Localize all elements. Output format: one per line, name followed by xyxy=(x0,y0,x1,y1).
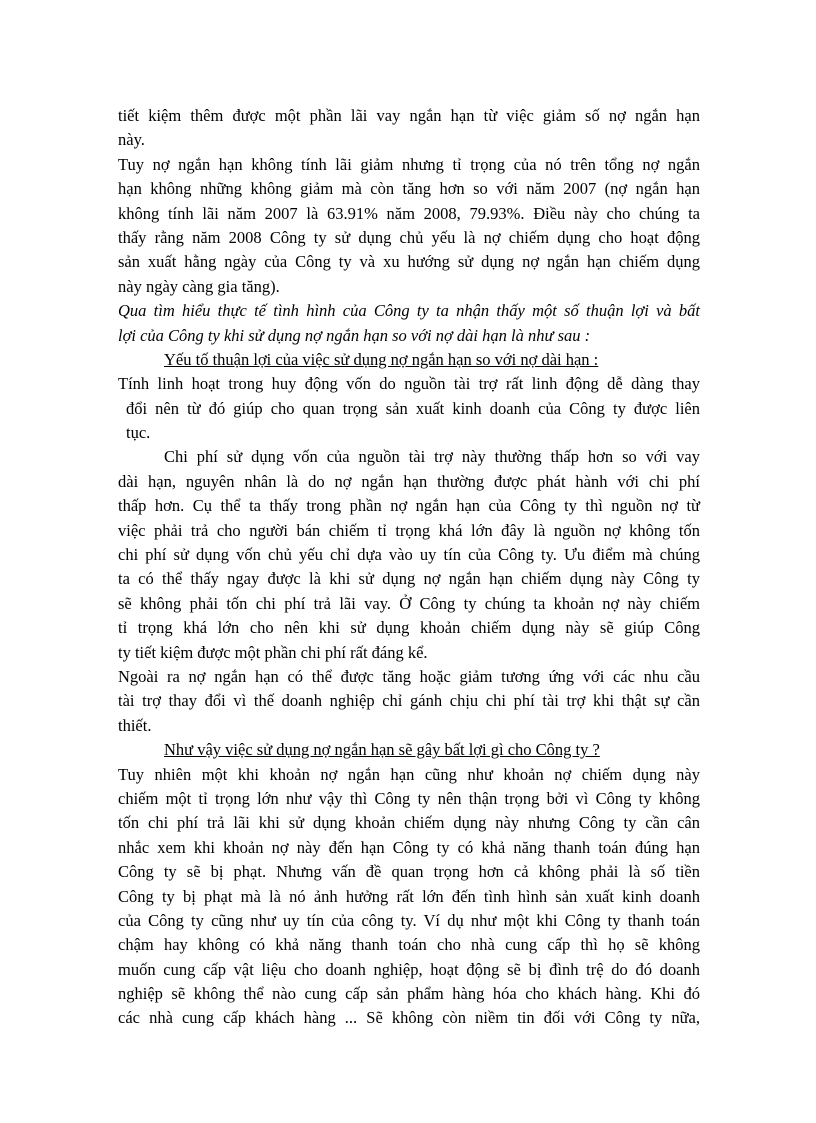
text-line: Tuy nợ ngắn hạn không tính lãi giảm nhưng tỉ trọng của nó trên tổng nợ ngắn xyxy=(118,154,700,174)
text-line: Công ty bị phạt mà là nó ảnh hưởng rất lớn đến tình hình sản xuất kinh doanh xyxy=(118,886,700,906)
text-line: tài trợ thay đổi vì thế doanh nghiệp chỉ gánh chịu chi phí tài trợ khi thật sự cần xyxy=(118,691,700,711)
text-line: này. xyxy=(118,130,145,150)
text-line: chậm hay không có khả năng thanh toán cho nhà cung cấp thì họ sẽ không xyxy=(118,935,700,955)
text-line: đổi nên từ đó giúp cho quan trọng sản xuất kinh doanh của Công ty được liên xyxy=(126,398,700,418)
text-line: tục. xyxy=(126,423,151,443)
text-line: nghiệp sẽ không thể nào cung cấp sản phẩm hàng hóa cho khách hàng. Khi đó xyxy=(118,984,700,1004)
text-line: Tuy nhiên một khi khoản nợ ngắn hạn cũng như khoản nợ chiếm dụng này xyxy=(118,764,700,784)
heading-disadvantages: Như vậy việc sử dụng nợ ngắn hạn sẽ gây bất lợi gì cho Công ty ? xyxy=(164,740,600,760)
text-line: sẽ không phải tốn chi phí trả lãi vay. Ở Công ty chúng ta khoản nợ này chiếm xyxy=(118,593,700,613)
paragraph-loan-interest xyxy=(118,104,700,153)
text-line: sản xuất hằng ngày của Công ty và xu hướng sử dụng nợ ngắn hạn chiếm dụng xyxy=(118,252,700,272)
text-line: ty tiết kiệm được một phần chi phí rất đáng kể. xyxy=(118,642,428,662)
text-line: thiết. xyxy=(118,715,152,735)
text-line: tỉ trọng khá lớn cho nên khi sử dụng khoản chiếm dụng này sẽ giúp Công xyxy=(118,618,700,638)
text-line: việc phải trả cho người bán chiếm tỉ trọng khá lớn đây là nguồn nợ không tốn xyxy=(118,520,700,540)
text-line: thấy rằng năm 2008 Công ty sử dụng chủ yếu là nợ chiếm dụng cho hoạt động xyxy=(118,227,700,247)
text-line: muốn cung cấp vật liệu cho doanh nghiệp, hoạt động sẽ bị đình trệ do đó doanh xyxy=(118,959,700,979)
text-line: Công ty sẽ bị phạt. Nhưng vấn đề quan trọng hơn cả không phải là số tiền xyxy=(118,862,700,882)
text-line: ta có thể thấy ngay được là khi sử dụng nợ ngắn hạn chiếm dụng này Công ty xyxy=(118,569,700,589)
text-line: của Công ty cũng như uy tín của công ty. Ví dụ như một khi Công ty thanh toán xyxy=(118,910,700,930)
text-line: tốn chi phí trả lãi khi sử dụng khoản chiếm dụng này nhưng Công ty cần cân xyxy=(118,813,700,833)
text-line: thấp hơn. Cụ thể ta thấy trong phần nợ ngắn hạn của Công ty thì nguồn nợ từ xyxy=(118,496,700,516)
text-line: Qua tìm hiểu thực tế tình hình của Công ty ta nhận thấy một số thuận lợi và bất xyxy=(118,301,700,321)
text-line: hạn không những không giảm mà còn tăng hơn so với năm 2007 (nợ ngắn hạn xyxy=(118,179,700,199)
text-line: lợi của Công ty khi sử dụng nợ ngắn hạn so với nợ dài hạn là như sau : xyxy=(118,325,591,345)
text-line: Tính linh hoạt trong huy động vốn do nguồn tài trợ rất linh động dễ dàng thay xyxy=(118,374,700,394)
text-line: tiết kiệm thêm được một phần lãi vay ngắn hạn từ việc giảm số nợ ngắn hạn xyxy=(118,106,700,125)
paragraph-disadvantages xyxy=(118,763,700,1031)
text-line: các nhà cung cấp khách hàng ... Sẽ không còn niềm tin đối với Công ty nữa, xyxy=(118,1008,700,1028)
paragraph-flexibility xyxy=(118,372,700,445)
intro-italic-paragraph xyxy=(118,299,700,348)
text-line: này ngày càng gia tăng). xyxy=(118,276,280,296)
document-body xyxy=(118,104,700,1031)
paragraph-non-interest-debt xyxy=(118,153,700,299)
text-line: Ngoài ra nợ ngắn hạn có thể được tăng hoặc giảm tương ứng với các nhu cầu xyxy=(118,666,700,686)
paragraph-capital-cost xyxy=(118,445,700,665)
text-line: Chi phí sử dụng vốn của nguồn tài trợ này thường thấp hơn so với vay xyxy=(164,447,700,467)
text-line: chi phí sử dụng vốn chủ yếu chỉ dựa vào uy tín của Công ty. Ưu điểm mà chúng xyxy=(118,545,700,565)
text-line: dài hạn, nguyên nhân là do nợ ngắn hạn thường được phát hành với chi phí xyxy=(118,471,700,491)
text-line: chiếm một tỉ trọng lớn như vậy thì Công ty nên thận trọng bởi vì Công ty không xyxy=(118,788,700,808)
text-line: không tính lãi năm 2007 là 63.91% năm 2008, 79.93%. Điều này cho chúng ta xyxy=(118,203,700,223)
heading-advantages: Yếu tố thuận lợi của việc sử dụng nợ ngắn hạn so với nợ dài hạn : xyxy=(164,349,599,369)
text-line: nhắc xem khi khoản nợ này đến hạn Công ty có khả năng thanh toán đúng hạn xyxy=(118,837,700,857)
paragraph-adjustable-funding xyxy=(118,665,700,738)
